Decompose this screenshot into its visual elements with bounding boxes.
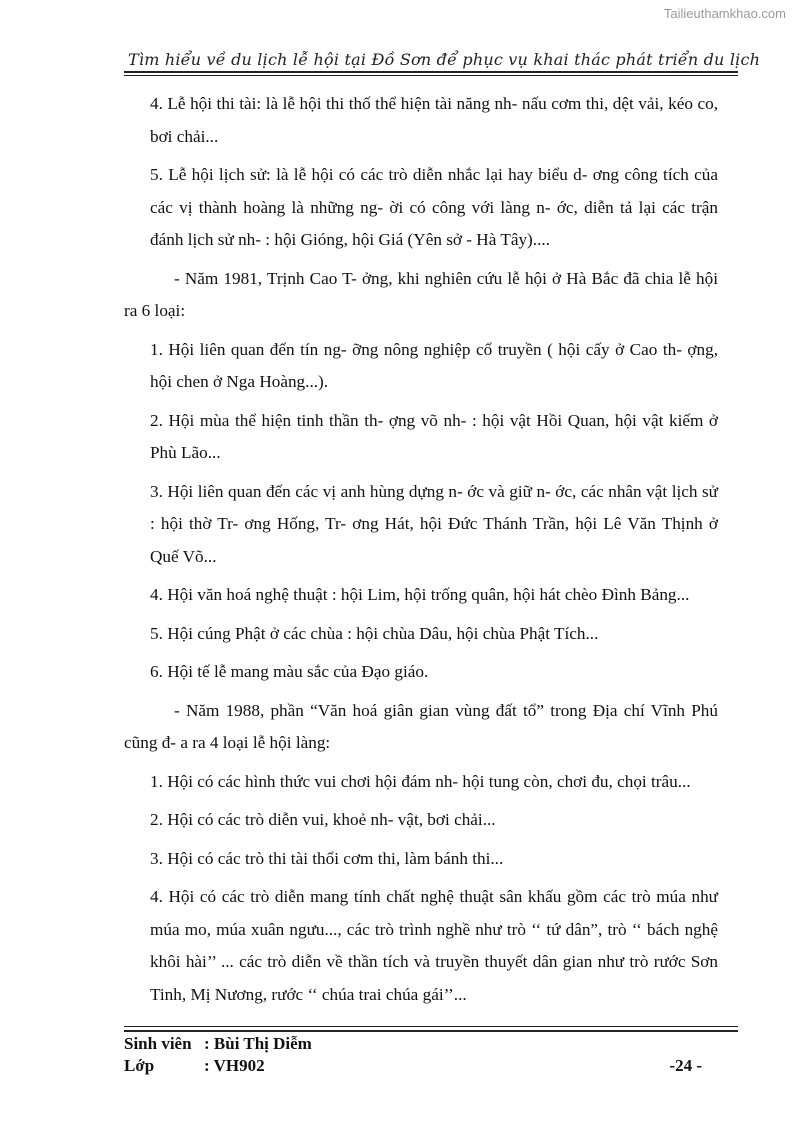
header-rule (124, 71, 738, 73)
list-item-1988-1: 1. Hội có các hình thức vui chơi hội đám nh- hội tung còn, chơi đu, chọi trâu... (150, 771, 691, 791)
page-number: -24 - (669, 1056, 702, 1075)
footer-class (124, 1056, 714, 1076)
footer-rule-thin (124, 1026, 738, 1027)
footer-rule (124, 1030, 738, 1032)
list-item-1981-5: 5. Hội cúng Phật ở các chùa : hội chùa Dâu, hội chùa Phật Tích... (150, 623, 599, 643)
student-name: : Bùi Thị Diễm (204, 1034, 312, 1053)
paragraph-1981-intro: - Năm 1981, Trịnh Cao T- ởng, khi nghiên cứu lễ hội ở Hà Bắc đã chia lễ hội ra 6 loại: (124, 268, 718, 320)
list-item-1981-6: 6. Hội tế lễ mang màu sắc của Đạo giáo. (150, 662, 429, 681)
list-item-1988-4: 4. Hội có các trò diễn mang tính chất nghệ thuật sân khấu gồm các trò múa như múa mo, múa xuân ngưu..., các trò trình nghề như trò ‘‘ tứ dân”, trò ‘‘ bách nghệ khôi hài’’ ... các trò diễn về thần tích và truyền thuyết dân gian như trò rước Sơn Tinh, Mị Nương, rước ‘‘ chúa trai chúa gái’’... (150, 887, 718, 1004)
page-header-title: Tìm hiểu về du lịch lễ hội tại Đồ Sơn để phục vụ khai thác phát triển du lịch (128, 50, 761, 69)
list-item-1988-3: 3. Hội có các trò thi tài thổi cơm thi, làm bánh thi... (150, 848, 504, 868)
list-item-1981-1: 1. Hội liên quan đến tín ng- ỡng nông nghiệp cổ truyền ( hội cấy ở Cao th- ợng, hội chen ở Nga Hoàng...). (150, 339, 718, 391)
header-rule-thin (124, 75, 738, 76)
list-item-1981-4: 4. Hội văn hoá nghệ thuật : hội Lim, hội trống quân, hội hát chèo Đình Bảng... (150, 585, 690, 604)
list-item-1981-2: 2. Hội mùa thể hiện tinh thần th- ợng võ nh- : hội vật Hồi Quan, hội vật kiếm ở Phù Lão... (150, 410, 718, 462)
document-body (124, 88, 718, 1017)
paragraph-1988-intro: - Năm 1988, phần “Văn hoá giân gian vùng đất tổ” trong Địa chí Vĩnh Phú cũng đ- a ra 4 loại lễ hội làng: (124, 700, 718, 752)
student-label: Sinh viên (124, 1034, 192, 1053)
class-label: Lớp (124, 1056, 155, 1075)
paragraph-festival-type-4: 4. Lễ hội thi tài: là lễ hội thi thố thể hiện tài năng nh- nấu cơm thi, dệt vải, kéo co, bơi chải... (150, 94, 718, 146)
list-item-1981-3: 3. Hội liên quan đến các vị anh hùng dựng n- ớc và giữ n- ớc, các nhân vật lịch sử : hội thờ Tr- ơng Hống, Tr- ơng Hát, hội Đức Thánh Trần, hội Lê Văn Thịnh ở Quế Võ... (150, 481, 718, 566)
class-value: : VH902 (204, 1056, 265, 1075)
list-item-1988-2: 2. Hội có các trò diễn vui, khoẻ nh- vật, bơi chải... (150, 810, 496, 829)
footer-student (124, 1034, 714, 1054)
watermark: Tailieuthamkhao.com (663, 6, 786, 21)
paragraph-festival-type-5: 5. Lễ hội lịch sử: là lễ hội có các trò diễn nhắc lại hay biểu d- ơng công tích của các vị thành hoàng là những ng- ời có công với làng n- ớc, diễn tả lại các trận đánh lịch sử nh- : hội Gióng, hội Giá (Yên sở - Hà Tây).... (150, 165, 718, 249)
